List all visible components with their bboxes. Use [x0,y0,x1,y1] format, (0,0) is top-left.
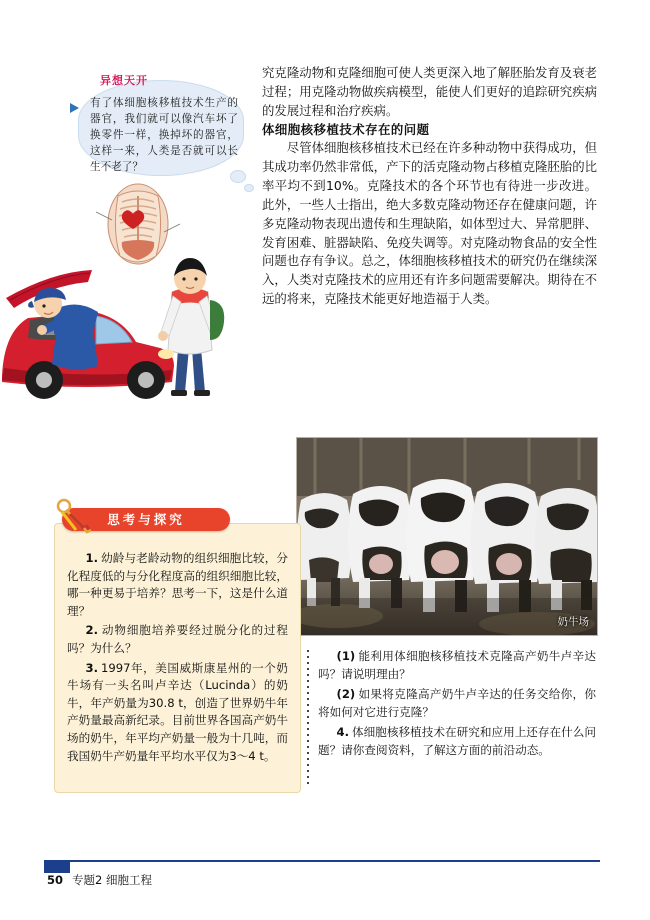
page-number: 50 [47,873,64,887]
cow-photo-svg [297,438,597,635]
bubble-label: 异想天开 [100,74,148,87]
exercise-item-2 [67,622,288,657]
body-paragraph-1: 究克隆动物和克隆细胞可使人类更深入地了解胚胎发育及衰老过程；用克隆动物做疾病模型，能使人们更好的追踪研究疾病的发展过程和治疗疾病。 [262,65,597,118]
exercise-item-1-text: 幼龄与老龄动物的组织细胞比较，分化程度低的与分化程度高的组织细胞比较，哪一种更易于培养？思考一下，这是什么道理？ [67,551,288,618]
illustration-mechanic-and-students [0,180,258,430]
keys-icon-svg [52,496,98,538]
exercise-item-4-text: 体细胞核移植技术在研究和应用上还存在什么问题？请你查阅资料，了解这方面的前沿动态。 [318,724,596,757]
photo-caption: 奶牛场 [557,616,589,628]
exercise-item-3-text: 1997年，美国威斯康星州的一个奶牛场有一头名叫卢辛达（Lucinda）的奶牛，年产奶量为30.8 t，创造了世界奶牛年产奶量最高新纪录。目前世界各国高产奶牛场的奶牛，年平均产奶量一般为十几吨，而我国奶牛产奶量年平均水平仅为3～4 t。 [67,660,288,763]
illustration-svg [0,180,258,430]
exercise-item-3a-text: 能利用体细胞核移植技术克隆高产奶牛卢辛达吗？请说明理由？ [318,649,596,681]
exercise-item-3a [318,648,596,684]
footer-rule [44,860,600,862]
exercise-item-3-number: 3. [85,660,99,675]
footer [47,872,152,888]
exercise-banner: 思考与探究 [62,508,230,531]
body-paragraph-2: 尽管体细胞核移植技术已经在许多种动物中获得成功，但其成功率仍然非常低，产下的活克隆动物占移植克隆胚胎的比率平均不到10%。克隆技术的各个环节也有待进一步改进。此外，一些人士指出，绝大多数克隆动物还存在健康问题，许多克隆动物表现出遗传和生理缺陷，如体型过大、异常肥胖、发育困难、脏器缺陷、免疫失调等。对克隆动物食品的安全性问题也存有争议。总之，体细胞核移植技术的研究仍在继续深入，人类对克隆技术的应用还有许多问题需要解决。期待在不远的将来，克隆技术能更好地造福于人类。 [262,140,597,307]
keys-icon [52,496,98,538]
exercise-item-4-number: 4. [336,724,350,739]
exercise-item-3a-number: (1) [336,649,356,663]
exercise-item-3b-text: 如果将克隆高产奶牛卢辛达的任务交给你，你将如何对它进行克隆？ [318,686,596,719]
dairy-cow-photo [296,437,598,636]
exercise-item-1-number: 1. [85,551,99,565]
exercise-item-3 [67,660,288,766]
human-torso-diagram [96,184,180,264]
section-heading: 体细胞核移植技术存在的问题 [262,121,430,137]
dotted-separator [307,650,309,788]
exercise-item-1 [67,550,288,620]
exercise-item-3b-number: (2) [336,686,356,701]
triangle-bullet-icon [70,103,79,113]
main-text-column [262,64,597,309]
exercise-continued-column [318,648,596,762]
bubble-text: 有了体细胞核移植技术生产的器官，我们就可以像汽车坏了换零件一样，换掉坏的器官，这样一来，人类是否就可以长生不老了？ [90,97,238,173]
exercise-item-2-number: 2. [85,623,99,638]
exercise-panel [54,523,301,793]
exercise-item-2-text: 动物细胞培养要经过脱分化的过程吗？为什么？ [67,623,288,656]
exercise-item-4 [318,724,596,760]
footer-title: 专题2 细胞工程 [72,873,152,887]
thought-bubble [78,66,250,196]
exercise-item-3b [318,686,596,722]
